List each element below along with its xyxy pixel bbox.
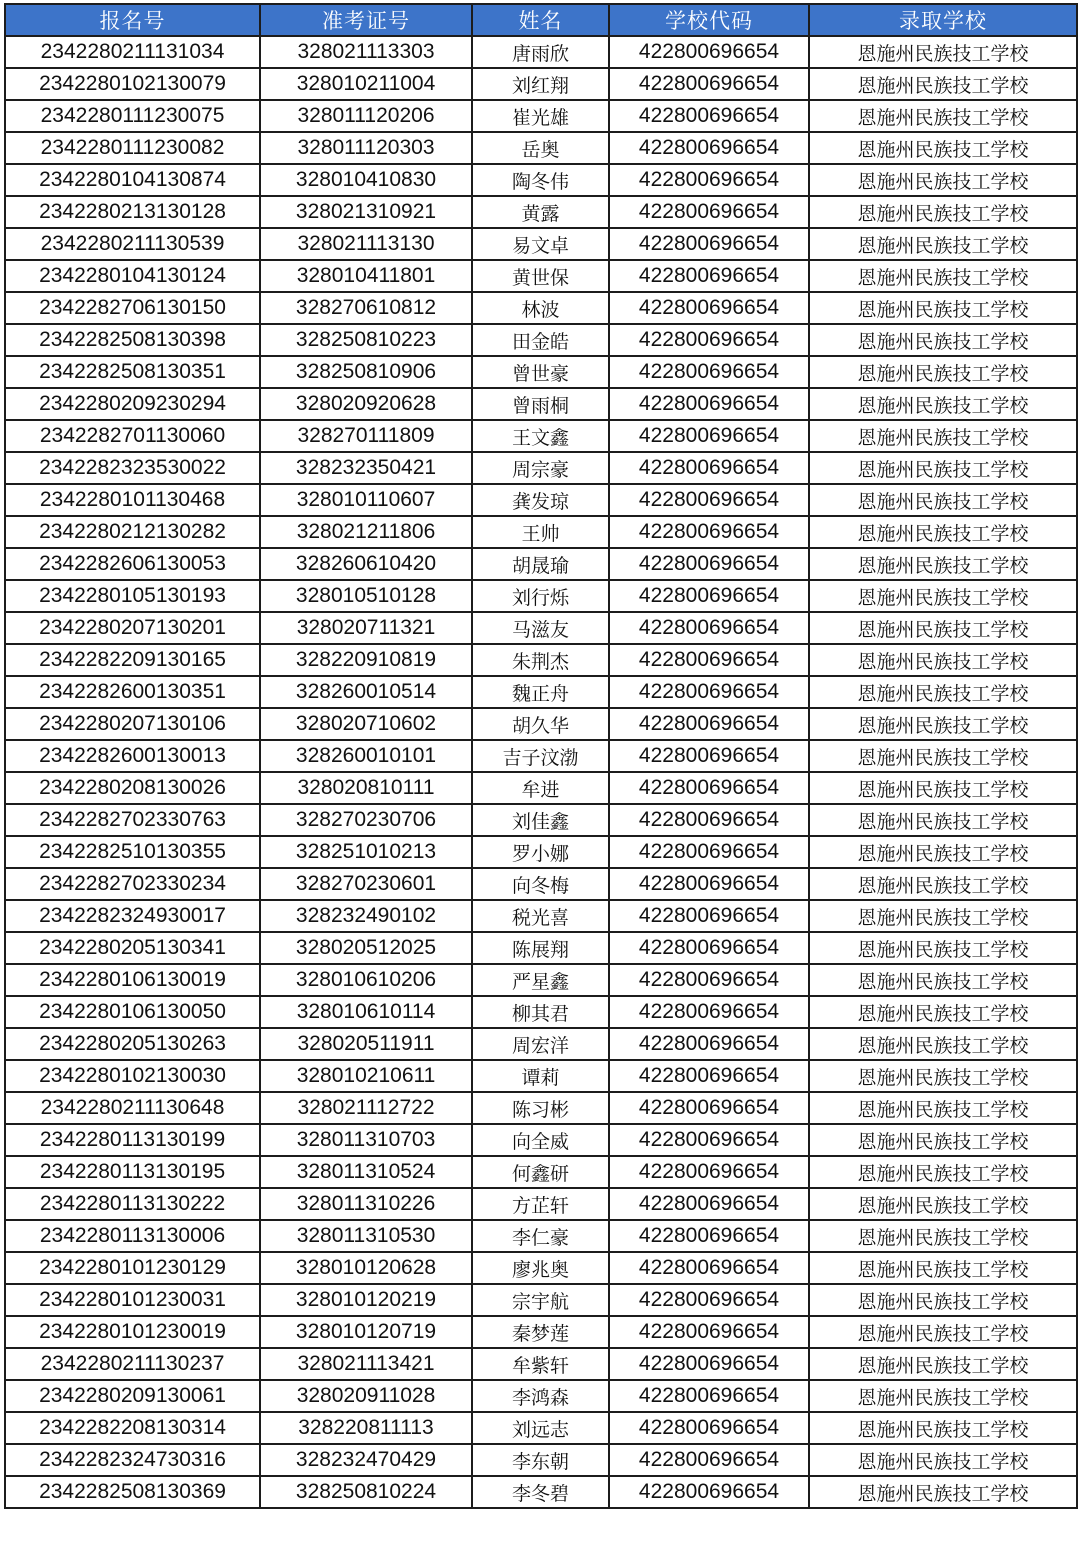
student-name-cell: 岳奥: [472, 132, 609, 164]
registration-number-cell: 2342280106130019: [5, 964, 260, 996]
student-name-cell: 牟紫轩: [472, 1348, 609, 1380]
registration-number-cell: 2342282324730316: [5, 1444, 260, 1476]
header-row: [5, 4, 1077, 36]
school-code-cell: 422800696654: [609, 580, 809, 612]
table-row: [5, 388, 1077, 420]
table-row: [5, 804, 1077, 836]
student-name-cell: 曾雨桐: [472, 388, 609, 420]
table-row: [5, 612, 1077, 644]
header-student-name: 姓名: [472, 4, 609, 36]
registration-number-cell: 2342280104130874: [5, 164, 260, 196]
admitted-school-cell: 恩施州民族技工学校: [809, 132, 1077, 164]
school-code-cell: 422800696654: [609, 932, 809, 964]
school-code-cell: 422800696654: [609, 900, 809, 932]
student-name-cell: 周宗豪: [472, 452, 609, 484]
header-registration-number: 报名号: [5, 4, 260, 36]
table-row: [5, 164, 1077, 196]
table-row: [5, 1348, 1077, 1380]
table-row: [5, 1284, 1077, 1316]
student-name-cell: 陈展翔: [472, 932, 609, 964]
admission-ticket-number-cell: 328020711321: [260, 612, 472, 644]
admission-ticket-number-cell: 328020810111: [260, 772, 472, 804]
table-body: [5, 36, 1077, 1508]
table-row: [5, 36, 1077, 68]
registration-number-cell: 2342282600130013: [5, 740, 260, 772]
admission-ticket-number-cell: 328260010101: [260, 740, 472, 772]
admitted-school-cell: 恩施州民族技工学校: [809, 836, 1077, 868]
student-name-cell: 李冬碧: [472, 1476, 609, 1508]
registration-number-cell: 2342282508130369: [5, 1476, 260, 1508]
admitted-school-cell: 恩施州民族技工学校: [809, 1444, 1077, 1476]
registration-number-cell: 2342280211130648: [5, 1092, 260, 1124]
admission-ticket-number-cell: 328220910819: [260, 644, 472, 676]
table-row: [5, 1316, 1077, 1348]
table-row: [5, 260, 1077, 292]
admission-ticket-number-cell: 328270230601: [260, 868, 472, 900]
admitted-school-cell: 恩施州民族技工学校: [809, 1124, 1077, 1156]
admission-ticket-number-cell: 328250810224: [260, 1476, 472, 1508]
table-row: [5, 68, 1077, 100]
school-code-cell: 422800696654: [609, 356, 809, 388]
student-name-cell: 胡晟瑜: [472, 548, 609, 580]
registration-number-cell: 2342280111230075: [5, 100, 260, 132]
registration-number-cell: 2342280113130222: [5, 1188, 260, 1220]
table-row: [5, 1188, 1077, 1220]
table-header: [5, 4, 1077, 36]
admission-ticket-number-cell: 328010411801: [260, 260, 472, 292]
student-name-cell: 魏正舟: [472, 676, 609, 708]
table-row: [5, 452, 1077, 484]
student-name-cell: 王文鑫: [472, 420, 609, 452]
registration-number-cell: 2342280104130124: [5, 260, 260, 292]
table-row: [5, 1028, 1077, 1060]
student-name-cell: 周宏洋: [472, 1028, 609, 1060]
school-code-cell: 422800696654: [609, 1284, 809, 1316]
admission-ticket-number-cell: 328010211004: [260, 68, 472, 100]
registration-number-cell: 2342280105130193: [5, 580, 260, 612]
table-row: [5, 1124, 1077, 1156]
header-admission-ticket-number: 准考证号: [260, 4, 472, 36]
student-name-cell: 向全威: [472, 1124, 609, 1156]
registration-number-cell: 2342280106130050: [5, 996, 260, 1028]
admission-ticket-number-cell: 328020920628: [260, 388, 472, 420]
admission-ticket-number-cell: 328232490102: [260, 900, 472, 932]
student-name-cell: 方芷轩: [472, 1188, 609, 1220]
school-code-cell: 422800696654: [609, 420, 809, 452]
school-code-cell: 422800696654: [609, 164, 809, 196]
school-code-cell: 422800696654: [609, 1444, 809, 1476]
admission-ticket-number-cell: 328021113130: [260, 228, 472, 260]
admission-ticket-number-cell: 328010120628: [260, 1252, 472, 1284]
admitted-school-cell: 恩施州民族技工学校: [809, 580, 1077, 612]
admitted-school-cell: 恩施州民族技工学校: [809, 260, 1077, 292]
registration-number-cell: 2342280113130195: [5, 1156, 260, 1188]
school-code-cell: 422800696654: [609, 836, 809, 868]
school-code-cell: 422800696654: [609, 1156, 809, 1188]
registration-number-cell: 2342280207130201: [5, 612, 260, 644]
admitted-school-cell: 恩施州民族技工学校: [809, 228, 1077, 260]
admitted-school-cell: 恩施州民族技工学校: [809, 1476, 1077, 1508]
table-row: [5, 580, 1077, 612]
school-code-cell: 422800696654: [609, 1380, 809, 1412]
admission-ticket-number-cell: 328010410830: [260, 164, 472, 196]
student-name-cell: 李东朝: [472, 1444, 609, 1476]
student-name-cell: 何鑫研: [472, 1156, 609, 1188]
table-row: [5, 132, 1077, 164]
admission-ticket-number-cell: 328232470429: [260, 1444, 472, 1476]
table-row: [5, 516, 1077, 548]
registration-number-cell: 2342282510130355: [5, 836, 260, 868]
admission-ticket-number-cell: 328220811113: [260, 1412, 472, 1444]
school-code-cell: 422800696654: [609, 196, 809, 228]
student-name-cell: 刘红翔: [472, 68, 609, 100]
table-row: [5, 900, 1077, 932]
admitted-school-cell: 恩施州民族技工学校: [809, 740, 1077, 772]
registration-number-cell: 2342280101230019: [5, 1316, 260, 1348]
registration-number-cell: 2342282323530022: [5, 452, 260, 484]
registration-number-cell: 2342282324930017: [5, 900, 260, 932]
admission-ticket-number-cell: 328270230706: [260, 804, 472, 836]
registration-number-cell: 2342280207130106: [5, 708, 260, 740]
admission-ticket-number-cell: 328010510128: [260, 580, 472, 612]
admission-ticket-number-cell: 328021310921: [260, 196, 472, 228]
table-row: [5, 964, 1077, 996]
admission-ticket-number-cell: 328260010514: [260, 676, 472, 708]
registration-number-cell: 2342280113130199: [5, 1124, 260, 1156]
table-row: [5, 1380, 1077, 1412]
table-row: [5, 1060, 1077, 1092]
student-name-cell: 刘远志: [472, 1412, 609, 1444]
admitted-school-cell: 恩施州民族技工学校: [809, 1156, 1077, 1188]
header-school-code: 学校代码: [609, 4, 809, 36]
registration-number-cell: 2342282508130351: [5, 356, 260, 388]
table-row: [5, 1476, 1077, 1508]
admission-ticket-number-cell: 328011120303: [260, 132, 472, 164]
school-code-cell: 422800696654: [609, 68, 809, 100]
table-row: [5, 228, 1077, 260]
school-code-cell: 422800696654: [609, 708, 809, 740]
admitted-school-cell: 恩施州民族技工学校: [809, 452, 1077, 484]
admitted-school-cell: 恩施州民族技工学校: [809, 100, 1077, 132]
admitted-school-cell: 恩施州民族技工学校: [809, 164, 1077, 196]
admission-ticket-number-cell: 328021211806: [260, 516, 472, 548]
admitted-school-cell: 恩施州民族技工学校: [809, 548, 1077, 580]
student-name-cell: 陶冬伟: [472, 164, 609, 196]
admitted-school-cell: 恩施州民族技工学校: [809, 1188, 1077, 1220]
table-row: [5, 324, 1077, 356]
admitted-school-cell: 恩施州民族技工学校: [809, 964, 1077, 996]
registration-number-cell: 2342280111230082: [5, 132, 260, 164]
table-row: [5, 420, 1077, 452]
school-code-cell: 422800696654: [609, 292, 809, 324]
student-name-cell: 曾世豪: [472, 356, 609, 388]
student-name-cell: 龚发琼: [472, 484, 609, 516]
header-admitted-school: 录取学校: [809, 4, 1077, 36]
student-name-cell: 李仁豪: [472, 1220, 609, 1252]
registration-number-cell: 2342280211130237: [5, 1348, 260, 1380]
registration-number-cell: 2342280209230294: [5, 388, 260, 420]
student-name-cell: 罗小娜: [472, 836, 609, 868]
admission-ticket-number-cell: 328010610114: [260, 996, 472, 1028]
school-code-cell: 422800696654: [609, 676, 809, 708]
student-name-cell: 吉子汶渤: [472, 740, 609, 772]
student-name-cell: 税光喜: [472, 900, 609, 932]
school-code-cell: 422800696654: [609, 132, 809, 164]
table-row: [5, 676, 1077, 708]
school-code-cell: 422800696654: [609, 100, 809, 132]
admitted-school-cell: 恩施州民族技工学校: [809, 1220, 1077, 1252]
table-row: [5, 1156, 1077, 1188]
student-name-cell: 崔光雄: [472, 100, 609, 132]
admitted-school-cell: 恩施州民族技工学校: [809, 1380, 1077, 1412]
school-code-cell: 422800696654: [609, 484, 809, 516]
student-name-cell: 秦梦莲: [472, 1316, 609, 1348]
admission-ticket-number-cell: 328010120719: [260, 1316, 472, 1348]
table-row: [5, 356, 1077, 388]
admitted-school-cell: 恩施州民族技工学校: [809, 1028, 1077, 1060]
admitted-school-cell: 恩施州民族技工学校: [809, 356, 1077, 388]
admission-ticket-number-cell: 328021113303: [260, 36, 472, 68]
admitted-school-cell: 恩施州民族技工学校: [809, 516, 1077, 548]
admitted-school-cell: 恩施州民族技工学校: [809, 484, 1077, 516]
registration-number-cell: 2342282702330763: [5, 804, 260, 836]
school-code-cell: 422800696654: [609, 388, 809, 420]
student-name-cell: 刘行烁: [472, 580, 609, 612]
student-name-cell: 马滋友: [472, 612, 609, 644]
school-code-cell: 422800696654: [609, 964, 809, 996]
student-name-cell: 李鸿森: [472, 1380, 609, 1412]
admission-ticket-number-cell: 328020512025: [260, 932, 472, 964]
school-code-cell: 422800696654: [609, 1060, 809, 1092]
admitted-school-cell: 恩施州民族技工学校: [809, 1252, 1077, 1284]
registration-number-cell: 2342280209130061: [5, 1380, 260, 1412]
school-code-cell: 422800696654: [609, 228, 809, 260]
admitted-school-cell: 恩施州民族技工学校: [809, 708, 1077, 740]
school-code-cell: 422800696654: [609, 868, 809, 900]
admitted-school-cell: 恩施州民族技工学校: [809, 1092, 1077, 1124]
admitted-school-cell: 恩施州民族技工学校: [809, 292, 1077, 324]
admission-ticket-number-cell: 328021113421: [260, 1348, 472, 1380]
admitted-school-cell: 恩施州民族技工学校: [809, 676, 1077, 708]
admitted-school-cell: 恩施州民族技工学校: [809, 804, 1077, 836]
school-code-cell: 422800696654: [609, 612, 809, 644]
student-name-cell: 向冬梅: [472, 868, 609, 900]
student-name-cell: 柳其君: [472, 996, 609, 1028]
admitted-school-cell: 恩施州民族技工学校: [809, 612, 1077, 644]
table-row: [5, 1092, 1077, 1124]
admission-ticket-number-cell: 328020710602: [260, 708, 472, 740]
student-name-cell: 唐雨欣: [472, 36, 609, 68]
table-row: [5, 196, 1077, 228]
admission-ticket-number-cell: 328011120206: [260, 100, 472, 132]
student-name-cell: 廖兆奥: [472, 1252, 609, 1284]
school-code-cell: 422800696654: [609, 1220, 809, 1252]
admission-ticket-number-cell: 328011310703: [260, 1124, 472, 1156]
table-row: [5, 836, 1077, 868]
admission-ticket-number-cell: 328010610206: [260, 964, 472, 996]
admission-ticket-number-cell: 328020911028: [260, 1380, 472, 1412]
admission-ticket-number-cell: 328250810906: [260, 356, 472, 388]
registration-number-cell: 2342282701130060: [5, 420, 260, 452]
admission-ticket-number-cell: 328251010213: [260, 836, 472, 868]
student-name-cell: 谭莉: [472, 1060, 609, 1092]
student-name-cell: 严星鑫: [472, 964, 609, 996]
admission-ticket-number-cell: 328260610420: [260, 548, 472, 580]
school-code-cell: 422800696654: [609, 1028, 809, 1060]
registration-number-cell: 2342282208130314: [5, 1412, 260, 1444]
school-code-cell: 422800696654: [609, 1092, 809, 1124]
school-code-cell: 422800696654: [609, 1476, 809, 1508]
student-name-cell: 陈习彬: [472, 1092, 609, 1124]
admission-ticket-number-cell: 328270610812: [260, 292, 472, 324]
school-code-cell: 422800696654: [609, 644, 809, 676]
student-name-cell: 林波: [472, 292, 609, 324]
registration-number-cell: 2342280211131034: [5, 36, 260, 68]
registration-number-cell: 2342282702330234: [5, 868, 260, 900]
student-name-cell: 宗宇航: [472, 1284, 609, 1316]
registration-number-cell: 2342280208130026: [5, 772, 260, 804]
registration-number-cell: 2342280102130030: [5, 1060, 260, 1092]
school-code-cell: 422800696654: [609, 996, 809, 1028]
table-row: [5, 548, 1077, 580]
school-code-cell: 422800696654: [609, 1188, 809, 1220]
table-row: [5, 708, 1077, 740]
school-code-cell: 422800696654: [609, 1348, 809, 1380]
admitted-school-cell: 恩施州民族技工学校: [809, 1348, 1077, 1380]
student-name-cell: 黄露: [472, 196, 609, 228]
student-name-cell: 黄世保: [472, 260, 609, 292]
table-row: [5, 1220, 1077, 1252]
admitted-school-cell: 恩施州民族技工学校: [809, 1060, 1077, 1092]
admitted-school-cell: 恩施州民族技工学校: [809, 420, 1077, 452]
admission-ticket-number-cell: 328232350421: [260, 452, 472, 484]
student-name-cell: 王帅: [472, 516, 609, 548]
registration-number-cell: 2342282209130165: [5, 644, 260, 676]
school-code-cell: 422800696654: [609, 1412, 809, 1444]
table-row: [5, 484, 1077, 516]
admitted-school-cell: 恩施州民族技工学校: [809, 772, 1077, 804]
admitted-school-cell: 恩施州民族技工学校: [809, 868, 1077, 900]
registration-number-cell: 2342282508130398: [5, 324, 260, 356]
registration-number-cell: 2342280102130079: [5, 68, 260, 100]
registration-number-cell: 2342280205130263: [5, 1028, 260, 1060]
registration-number-cell: 2342280205130341: [5, 932, 260, 964]
table-row: [5, 996, 1077, 1028]
student-name-cell: 朱荆杰: [472, 644, 609, 676]
student-name-cell: 刘佳鑫: [472, 804, 609, 836]
registration-number-cell: 2342280101130468: [5, 484, 260, 516]
admitted-school-cell: 恩施州民族技工学校: [809, 644, 1077, 676]
school-code-cell: 422800696654: [609, 804, 809, 836]
registration-number-cell: 2342280213130128: [5, 196, 260, 228]
student-name-cell: 易文卓: [472, 228, 609, 260]
admitted-school-cell: 恩施州民族技工学校: [809, 1412, 1077, 1444]
admitted-school-cell: 恩施州民族技工学校: [809, 900, 1077, 932]
registration-number-cell: 2342280113130006: [5, 1220, 260, 1252]
admitted-school-cell: 恩施州民族技工学校: [809, 68, 1077, 100]
registration-number-cell: 2342280101230031: [5, 1284, 260, 1316]
admission-ticket-number-cell: 328020511911: [260, 1028, 472, 1060]
school-code-cell: 422800696654: [609, 260, 809, 292]
table-row: [5, 1444, 1077, 1476]
admitted-school-cell: 恩施州民族技工学校: [809, 196, 1077, 228]
admission-ticket-number-cell: 328010120219: [260, 1284, 472, 1316]
registration-number-cell: 2342280101230129: [5, 1252, 260, 1284]
student-name-cell: 田金皓: [472, 324, 609, 356]
admission-ticket-number-cell: 328250810223: [260, 324, 472, 356]
admission-ticket-number-cell: 328011310524: [260, 1156, 472, 1188]
registration-number-cell: 2342282706130150: [5, 292, 260, 324]
admission-ticket-number-cell: 328011310226: [260, 1188, 472, 1220]
table-row: [5, 772, 1077, 804]
admission-list-table: [4, 3, 1078, 1509]
school-code-cell: 422800696654: [609, 1316, 809, 1348]
admission-ticket-number-cell: 328010210611: [260, 1060, 472, 1092]
table-row: [5, 868, 1077, 900]
table-row: [5, 100, 1077, 132]
student-name-cell: 牟进: [472, 772, 609, 804]
school-code-cell: 422800696654: [609, 1252, 809, 1284]
admitted-school-cell: 恩施州民族技工学校: [809, 1316, 1077, 1348]
table-row: [5, 1412, 1077, 1444]
student-name-cell: 胡久华: [472, 708, 609, 740]
table-row: [5, 932, 1077, 964]
table-row: [5, 740, 1077, 772]
school-code-cell: 422800696654: [609, 516, 809, 548]
school-code-cell: 422800696654: [609, 740, 809, 772]
admitted-school-cell: 恩施州民族技工学校: [809, 932, 1077, 964]
admitted-school-cell: 恩施州民族技工学校: [809, 388, 1077, 420]
admitted-school-cell: 恩施州民族技工学校: [809, 324, 1077, 356]
admitted-school-cell: 恩施州民族技工学校: [809, 996, 1077, 1028]
table-row: [5, 292, 1077, 324]
admission-ticket-number-cell: 328011310530: [260, 1220, 472, 1252]
registration-number-cell: 2342282606130053: [5, 548, 260, 580]
school-code-cell: 422800696654: [609, 548, 809, 580]
school-code-cell: 422800696654: [609, 452, 809, 484]
registration-number-cell: 2342280211130539: [5, 228, 260, 260]
admitted-school-cell: 恩施州民族技工学校: [809, 36, 1077, 68]
admission-ticket-number-cell: 328010110607: [260, 484, 472, 516]
admitted-school-cell: 恩施州民族技工学校: [809, 1284, 1077, 1316]
school-code-cell: 422800696654: [609, 1124, 809, 1156]
admission-ticket-number-cell: 328270111809: [260, 420, 472, 452]
school-code-cell: 422800696654: [609, 772, 809, 804]
table-row: [5, 644, 1077, 676]
admission-ticket-number-cell: 328021112722: [260, 1092, 472, 1124]
table-row: [5, 1252, 1077, 1284]
registration-number-cell: 2342282600130351: [5, 676, 260, 708]
school-code-cell: 422800696654: [609, 324, 809, 356]
registration-number-cell: 2342280212130282: [5, 516, 260, 548]
school-code-cell: 422800696654: [609, 36, 809, 68]
